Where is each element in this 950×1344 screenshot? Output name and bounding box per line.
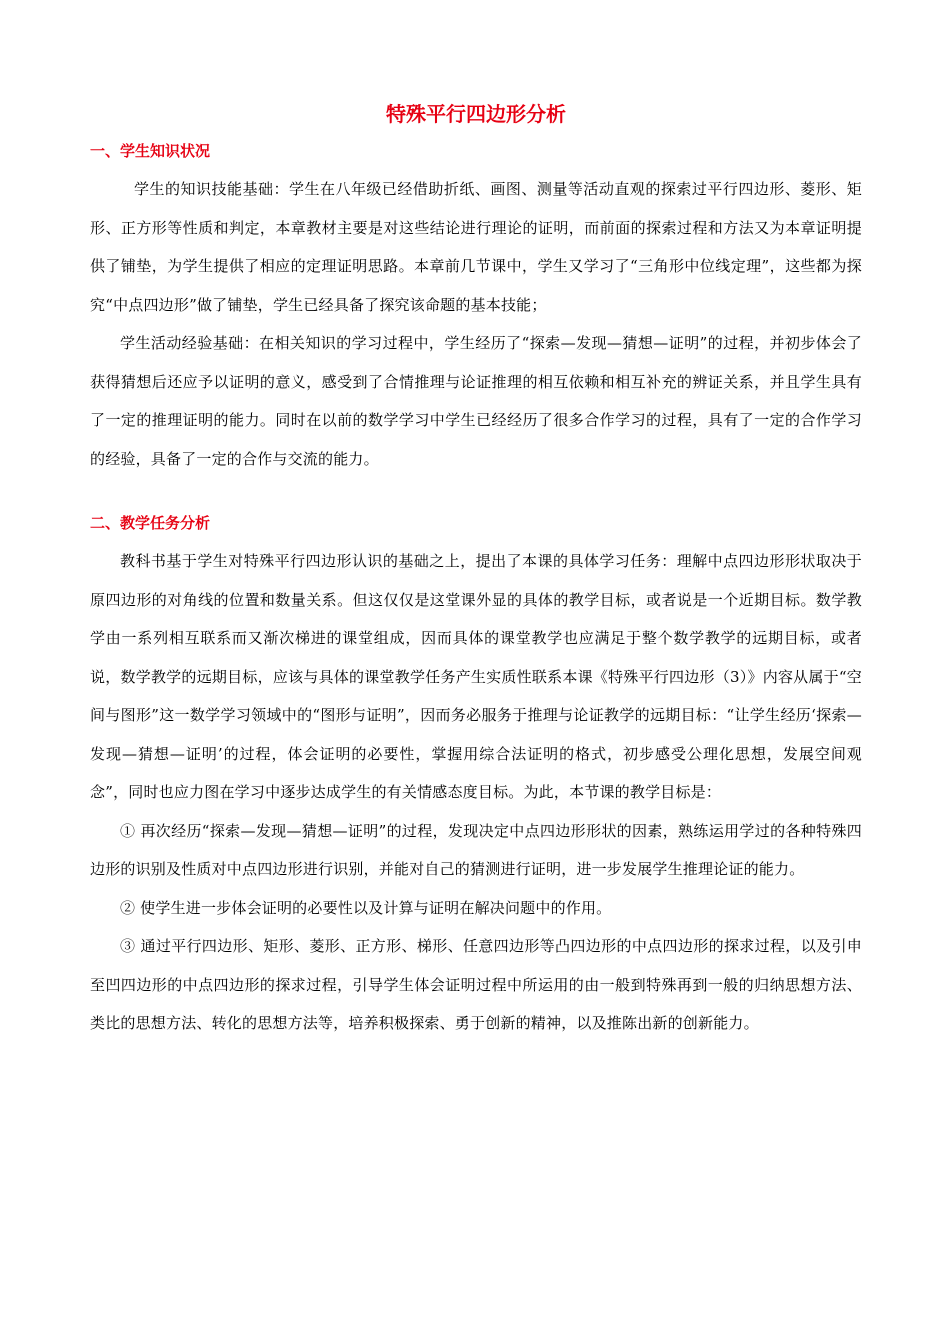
- paragraph-knowledge-skills: 学生的知识技能基础：学生在八年级已经借助折纸、画图、测量等活动直观的探索过平行四边形、菱形、矩形、正方形等性质和判定，本章教材主要是对这些结论进行理论的证明，而前面的探索过程和方法又为本章证明提供了铺垫，为学生提供了相应的定理证明思路。本章前几节课中，学生又学习了“三角形中位线定理”，这些都为探究“中点四边形”做了铺垫，学生已经具备了探究该命题的基本技能；: [90, 180, 862, 314]
- document-title: 特殊平行四边形分析: [386, 102, 566, 126]
- paragraph-goal-2: ② 使学生进一步体会证明的必要性以及计算与证明在解决问题中的作用。: [120, 898, 612, 917]
- paragraph-goal-3: ③ 通过平行四边形、矩形、菱形、正方形、梯形、任意四边形等凸四边形的中点四边形的探求过程，以及引申至凹四边形的中点四边形的探求过程，引导学生体会证明过程中所运用的由一般到特殊再到一般的归纳思想方法、类比的思想方法、转化的思想方法等，培养积极探索、勇于创新的精神，以及推陈出新的创新能力。: [90, 937, 862, 1032]
- document-page: [90, 96, 862, 1043]
- paragraph-goal-1: ① 再次经历“探索—发现—猜想—证明”的过程，发现决定中点四边形形状的因素，熟练运用学过的各种特殊四边形的识别及性质对中点四边形进行识别，并能对自己的猜测进行证明，进一步发展学生推理论证的能力。: [90, 821, 862, 878]
- paragraph-task-analysis: 教科书基于学生对特殊平行四边形认识的基础之上，提出了本课的具体学习任务：理解中点四边形形状取决于原四边形的对角线的位置和数量关系。但这仅仅是这堂课外显的具体的教学目标，或者说是一个近期目标。数学教学由一系列相互联系而又渐次梯进的课堂组成，因而具体的课堂教学也应满足于整个数学教学的远期目标，或者说，数学教学的远期目标，应该与具体的课堂教学任务产生实质性联系本课《特殊平行四边形（3）》内容从属于“空间与图形”这一数学学习领域中的“图形与证明”，因而务必服务于推理与论证教学的远期目标：“让学生经历‘探索—发现—猜想—证明’的过程，体会证明的必要性，掌握用综合法证明的格式，初步感受公理化思想，发展空间观念”，同时也应力图在学习中逐步达成学生的有关情感态度目标。为此，本节课的教学目标是：: [90, 552, 862, 801]
- section-heading-student-knowledge: 一、学生知识状况: [90, 142, 211, 160]
- paragraph-activity-experience: 学生活动经验基础：在相关知识的学习过程中，学生经历了“探索—发现—猜想—证明”的过程，并初步体会了获得猜想后还应予以证明的意义，感受到了合情推理与论证推理的相互依赖和相互补充的辨证关系，并且学生具有了一定的推理证明的能力。同时在以前的数学学习中学生已经经历了很多合作学习的过程，具有了一定的合作学习的经验，具备了一定的合作与交流的能力。: [90, 334, 862, 468]
- section-heading-task-analysis: 二、教学任务分析: [90, 514, 211, 532]
